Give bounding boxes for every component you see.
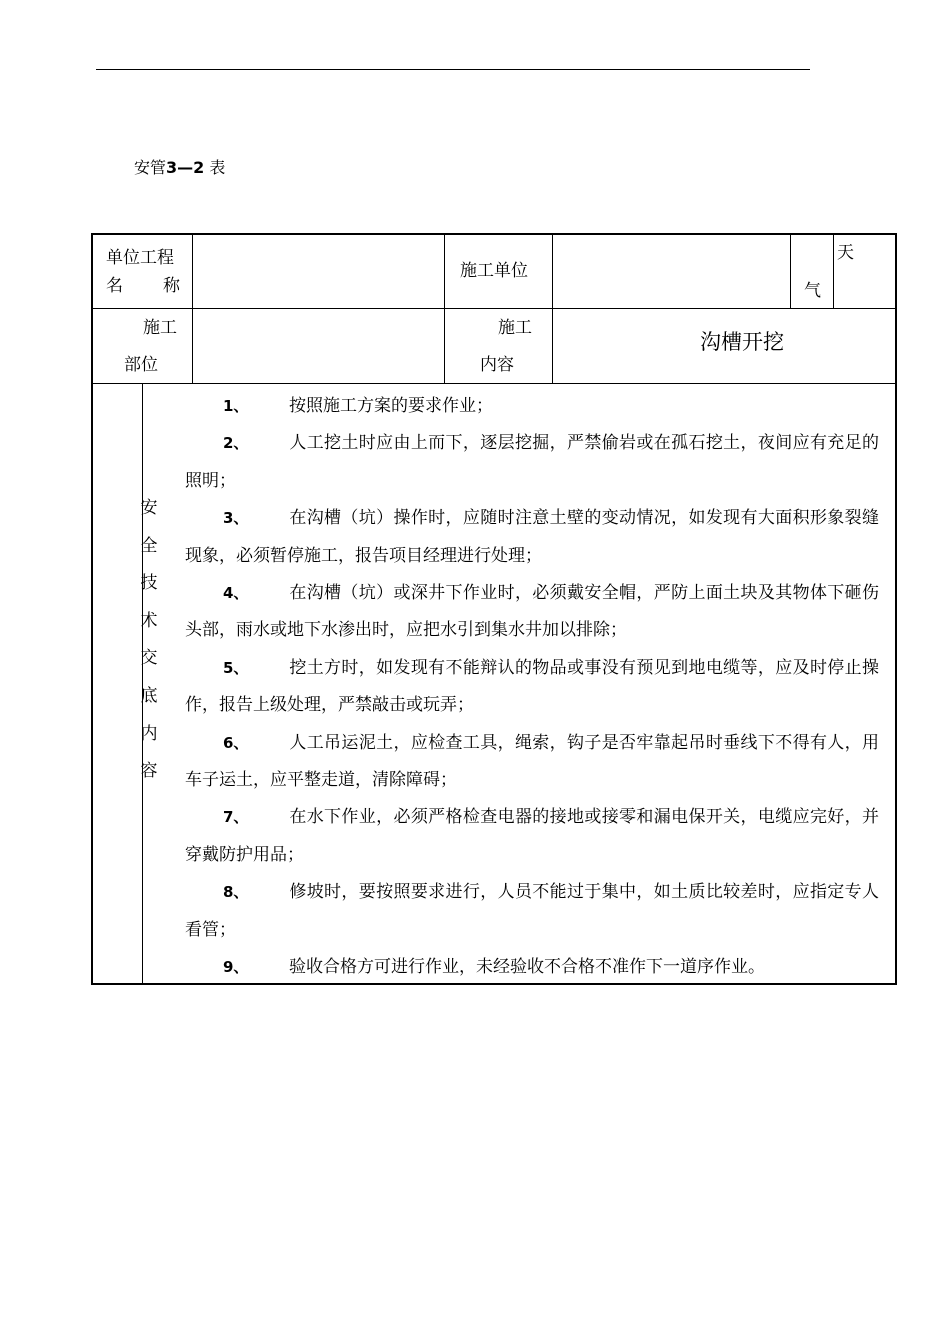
item-number: 4、 — [223, 584, 249, 603]
disclosure-title-char: 技 — [140, 573, 158, 594]
unit-project-label-line2a: 名 — [106, 276, 123, 296]
item-text: 人工吊运泥土，应检查工具，绳索，钩子是否牢靠起吊时垂线下不得有人，用车子运土，应平整走道，清除障碍； — [185, 732, 879, 791]
col-divider-weather-2 — [833, 233, 834, 309]
form-code-number: 3—2 — [166, 158, 205, 177]
item-text: 验收合格方可进行作业，未经验收不合格不准作下一道序作业。 — [289, 957, 765, 978]
table-border-top — [91, 233, 897, 235]
item-text: 人工挖土时应由上而下，逐层挖掘，严禁偷岩或在孤石挖土，夜间应有充足的照明； — [185, 433, 879, 491]
content-label-1: 施工 — [498, 318, 532, 338]
item-number: 7、 — [223, 808, 249, 827]
col-divider-middle — [444, 233, 445, 384]
item-text: 修坡时，要按照要求进行，人员不能过于集中，如土质比较差时，应指定专人看管； — [185, 882, 879, 940]
header-rule — [96, 69, 810, 70]
item-number: 8、 — [223, 883, 249, 902]
disclosure-item — [185, 650, 879, 725]
table-border-right — [895, 233, 897, 984]
content-label-2: 内容 — [480, 355, 514, 375]
row-divider-1 — [91, 308, 897, 309]
disclosure-item — [185, 949, 879, 986]
weather-label-1: 天 — [837, 243, 854, 263]
form-code-suffix: 表 — [209, 158, 226, 177]
disclosure-title-char: 全 — [140, 535, 158, 556]
item-text: 在沟槽（坑）或深井下作业时，必须戴安全帽，严防上面土块及其物体下砸伤头部，雨水或地下水渗出时，应把水引到集水井加以排除； — [185, 583, 879, 641]
disclosure-title — [138, 490, 160, 791]
disclosure-content — [185, 388, 879, 987]
item-number: 3、 — [223, 509, 249, 528]
item-text: 按照施工方案的要求作业； — [289, 396, 493, 416]
form-code — [134, 155, 225, 178]
unit-project-label-line1: 单位工程 — [106, 248, 174, 268]
row-divider-2 — [91, 383, 897, 384]
disclosure-title-char: 交 — [140, 648, 158, 669]
disclosure-item — [185, 425, 879, 500]
disclosure-title-char: 术 — [140, 610, 158, 631]
disclosure-title-char: 容 — [140, 761, 158, 782]
disclosure-item — [185, 500, 879, 575]
col-divider-unit — [552, 233, 553, 384]
disclosure-title-char: 底 — [140, 685, 158, 706]
content-value: 沟槽开挖 — [700, 330, 784, 354]
item-text: 挖土方时，如发现有不能辩认的物品或事没有预见到地电缆等，应及时停止操作，报告上级处理，严禁敲击或玩弄； — [185, 657, 879, 716]
item-number: 6、 — [223, 733, 249, 752]
disclosure-item — [185, 799, 879, 874]
disclosure-title-char: 安 — [140, 498, 158, 518]
disclosure-item — [185, 575, 879, 650]
table-border-left — [91, 233, 93, 984]
item-number: 2、 — [223, 434, 249, 453]
item-number: 9、 — [223, 958, 249, 977]
col-divider-weather-1 — [790, 233, 791, 309]
unit-project-label — [106, 244, 186, 300]
part-label-1: 施工 — [143, 318, 177, 338]
unit-project-label-line2b: 称 — [163, 276, 180, 296]
col-divider-label — [192, 233, 193, 384]
item-text: 在沟槽（坑）操作时，应随时注意土壁的变动情况，如发现有大面积形象裂缝现象，必须暂停施工，报告项目经理进行处理； — [185, 508, 879, 566]
item-number: 5、 — [223, 658, 249, 677]
construction-unit-label: 施工单位 — [460, 261, 528, 281]
disclosure-title-char: 内 — [140, 723, 158, 744]
item-number: 1、 — [223, 397, 249, 415]
item-text: 在水下作业，必须严格检查电器的接地或接零和漏电保开关，电缆应完好，并穿戴防护用品； — [185, 807, 879, 865]
disclosure-item — [185, 725, 879, 800]
weather-label-2: 气 — [804, 281, 821, 301]
form-code-prefix: 安管 — [134, 158, 167, 177]
part-label-2: 部位 — [124, 355, 158, 375]
disclosure-item — [185, 388, 879, 425]
disclosure-item — [185, 874, 879, 949]
